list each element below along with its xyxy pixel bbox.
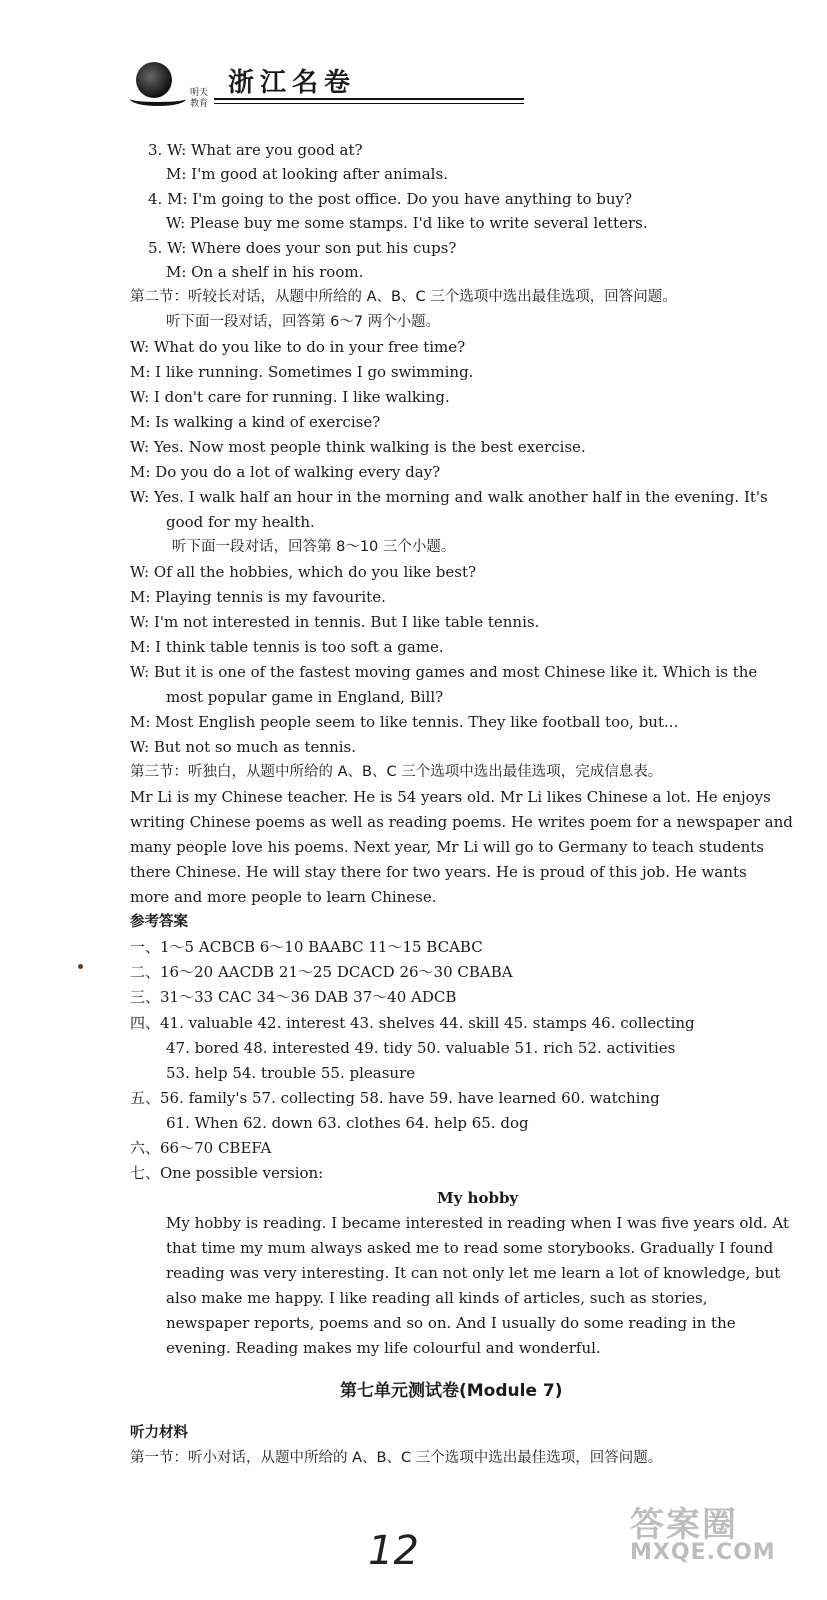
watermark (630, 1505, 776, 1565)
text-line: 三、31～33 CAC 34～36 DAB 37～40 ADCB (130, 988, 457, 1006)
bold-line: 参考答案 (130, 914, 188, 930)
text-line: W: But not so much as tennis. (130, 738, 357, 756)
bold-line: 听力材料 (130, 1425, 188, 1441)
text-line: 五、56. family's 57. collecting 58. have 59. have learned 60. watching (130, 1089, 660, 1107)
text-line: 听下面一段对话，回答第 8～10 三个小题。 (172, 539, 456, 555)
section-heading: 第七单元测试卷(Module 7) (340, 1381, 563, 1401)
header-rule-thin (214, 103, 524, 104)
page-number: 12 (368, 1528, 419, 1574)
text-line: Mr Li is my Chinese teacher. He is 54 years old. Mr Li likes Chinese a lot. He enjoys (130, 788, 771, 806)
header-rule (214, 98, 524, 100)
text-line: 61. When 62. down 63. clothes 64. help 65. dog (166, 1114, 529, 1132)
brand-title: 浙江名卷 (228, 68, 357, 98)
text-line: good for my health. (166, 513, 315, 531)
text-line: 六、66～70 CBEFA (130, 1139, 272, 1157)
text-line: 5. W: Where does your son put his cups? (148, 239, 457, 257)
watermark-url: MXQE.COM (630, 1540, 776, 1565)
text-line: 二、16～20 AACDB 21～25 DCACD 26～30 CBABA (130, 963, 513, 981)
text-line: M: Is walking a kind of exercise? (130, 413, 381, 431)
text-line: My hobby is reading. I became interested in reading when I was five years old. At (166, 1214, 789, 1232)
watermark-logo-text: 答案圈 (630, 1505, 738, 1545)
text-line: M: On a shelf in his room. (166, 263, 364, 281)
text-line: 听下面一段对话，回答第 6～7 两个小题。 (166, 314, 441, 330)
text-line: 四、41. valuable 42. interest 43. shelves 44. skill 45. stamps 46. collecting (130, 1014, 695, 1032)
page-header (130, 52, 460, 132)
text-line: evening. Reading makes my life colourful and wonderful. (166, 1339, 601, 1357)
text-line: 47. bored 48. interested 49. tidy 50. valuable 51. rich 52. activities (166, 1039, 676, 1057)
text-line: M: Playing tennis is my favourite. (130, 588, 386, 606)
text-line: 第二节：听较长对话，从题中所给的 A、B、C 三个选项中选出最佳选项，回答问题。 (130, 289, 677, 305)
text-line: W: I'm not interested in tennis. But I like table tennis. (130, 613, 540, 631)
text-line: 一、1～5 ACBCB 6～10 BAABC 11～15 BCABC (130, 938, 483, 956)
text-line: that time my mum always asked me to read some storybooks. Gradually I found (166, 1239, 774, 1257)
logo-subtitle: 明天教育 (190, 88, 209, 109)
text-line: 第一节：听小对话，从题中所给的 A、B、C 三个选项中选出最佳选项，回答问题。 (130, 1450, 663, 1466)
text-line: W: I don't care for running. I like walking. (130, 388, 450, 406)
text-line: newspaper reports, poems and so on. And I usually do some reading in the (166, 1314, 736, 1332)
text-line: most popular game in England, Bill? (166, 688, 444, 706)
text-line: 第三节：听独白，从题中所给的 A、B、C 三个选项中选出最佳选项，完成信息表。 (130, 764, 663, 780)
text-line: also make me happy. I like reading all kinds of articles, such as stories, (166, 1289, 708, 1307)
text-line: W: Please buy me some stamps. I'd like to write several letters. (166, 214, 648, 232)
text-line: 53. help 54. trouble 55. pleasure (166, 1064, 416, 1082)
text-line: W: Of all the hobbies, which do you like best? (130, 563, 477, 581)
text-line: there Chinese. He will stay there for two years. He is proud of this job. He wants (130, 863, 747, 881)
text-line: W: But it is one of the fastest moving games and most Chinese like it. Which is the (130, 663, 758, 681)
ink-spot (78, 964, 83, 969)
bold-line: My hobby (437, 1189, 519, 1207)
text-line: writing Chinese poems as well as reading poems. He writes poem for a newspaper and (130, 813, 793, 831)
text-line: reading was very interesting. It can not only let me learn a lot of knowledge, but (166, 1264, 781, 1282)
text-line: many people love his poems. Next year, Mr Li will go to Germany to teach students (130, 838, 764, 856)
text-line: W: Yes. I walk half an hour in the morning and walk another half in the evening. It's (130, 488, 768, 506)
text-line: 3. W: What are you good at? (148, 141, 363, 159)
publisher-logo-icon (130, 58, 188, 114)
text-line: M: Most English people seem to like tennis. They like football too, but... (130, 713, 679, 731)
text-line: M: I like running. Sometimes I go swimming. (130, 363, 474, 381)
text-line: W: What do you like to do in your free time? (130, 338, 466, 356)
text-line: more and more people to learn Chinese. (130, 888, 437, 906)
text-line: M: I think table tennis is too soft a game. (130, 638, 444, 656)
text-line: 4. M: I'm going to the post office. Do you have anything to buy? (148, 190, 633, 208)
text-line: M: I'm good at looking after animals. (166, 165, 448, 183)
text-line: 七、One possible version: (130, 1164, 324, 1182)
text-line: M: Do you do a lot of walking every day? (130, 463, 441, 481)
text-line: W: Yes. Now most people think walking is the best exercise. (130, 438, 586, 456)
